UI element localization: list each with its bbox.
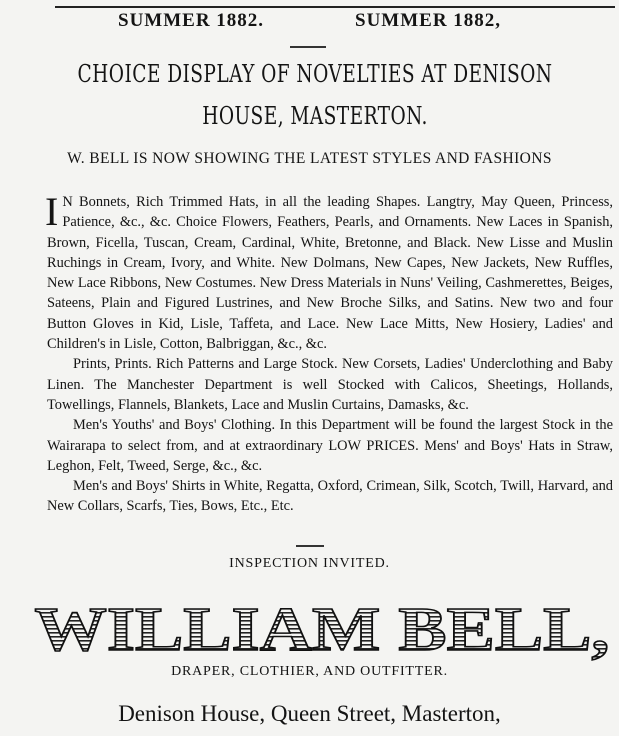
divider-dash — [290, 46, 326, 48]
drop-cap: I — [45, 189, 59, 234]
header-right: SUMMER 1882, — [355, 10, 502, 31]
advertiser-trade: DRAPER, CLOTHIER, AND OUTFITTER. — [171, 664, 448, 679]
divider-dash-2 — [296, 545, 324, 547]
paragraph-shirts: Men's and Boys' Shirts in White, Regatta, Oxford, Crimean, Silk, Scotch, Twill, Harvard, and New Collars, Scarfs, Ties, Bows, Etc., Etc. — [47, 478, 613, 515]
paragraph-clothing: Men's Youths' and Boys' Clothing. In this Department will be found the largest Stock in the Wairarapa to select from, and at extraordinary LOW PRICES. Mens' and Boys' Hats in Straw, Leghon, Felt, Tweed, Serge, &c., &c. — [47, 417, 613, 474]
inspection-invited: INSPECTION INVITED. — [229, 556, 390, 571]
title-line-1: CHOICE DISPLAY OF NOVELTIES AT DENISON — [77, 60, 553, 88]
subtitle: W. BELL IS NOW SHOWING THE LATEST STYLES AND FASHIONS — [67, 150, 552, 167]
header-left: SUMMER 1882. — [118, 10, 265, 31]
advertiser-name — [30, 592, 615, 662]
paragraph-bonnets — [45, 189, 613, 354]
advertiser-address: Denison House, Queen Street, Masterton, — [118, 701, 501, 726]
ad-body — [45, 189, 613, 517]
header — [0, 10, 619, 40]
paragraph-bonnets-text: N Bonnets, Rich Trimmed Hats, in all the leading Shapes. Langtry, May Queen, Princess, Patience, &c., &c. Choice Flowers, Feathers, Pearls, and Ornaments. New Laces in Spanish, Brown, Ficella, Tuscan, Cream, Cardinal, White, Bretonne, and Black. New Lisse and Muslin Ruchings in Cream, Ivory, and White. New Dolmans, New Capes, New Jackets, New Ruffles, New Lace Ribbons, New Costumes. New Dress Materials in Nuns' Veiling, Cashmerettes, Beiges, Sateens, Plain and Figured Lustrines, and New Broche Silks, and Satins. New two and four Button Gloves in Kid, Lisle, Taffeta, and Lace. New Lace Mitts, New Hosiery, Ladies' and Children's in Lisle, Cotton, Balbriggan, &c., &c. — [47, 194, 613, 353]
top-rule — [55, 6, 615, 8]
advertiser-name-text: WILLIAM BELL, — [34, 596, 610, 662]
title-line-2: HOUSE, MASTERTON. — [202, 102, 428, 130]
paragraph-prints: Prints, Prints. Rich Patterns and Large Stock. New Corsets, Ladies' Underclothing and Baby Linen. The Manchester Department is well Stocked with Calicos, Sheetings, Hollands, Towellings, Flannels, Blankets, Lace and Muslin Curtains, Damasks, &c. — [47, 356, 613, 413]
